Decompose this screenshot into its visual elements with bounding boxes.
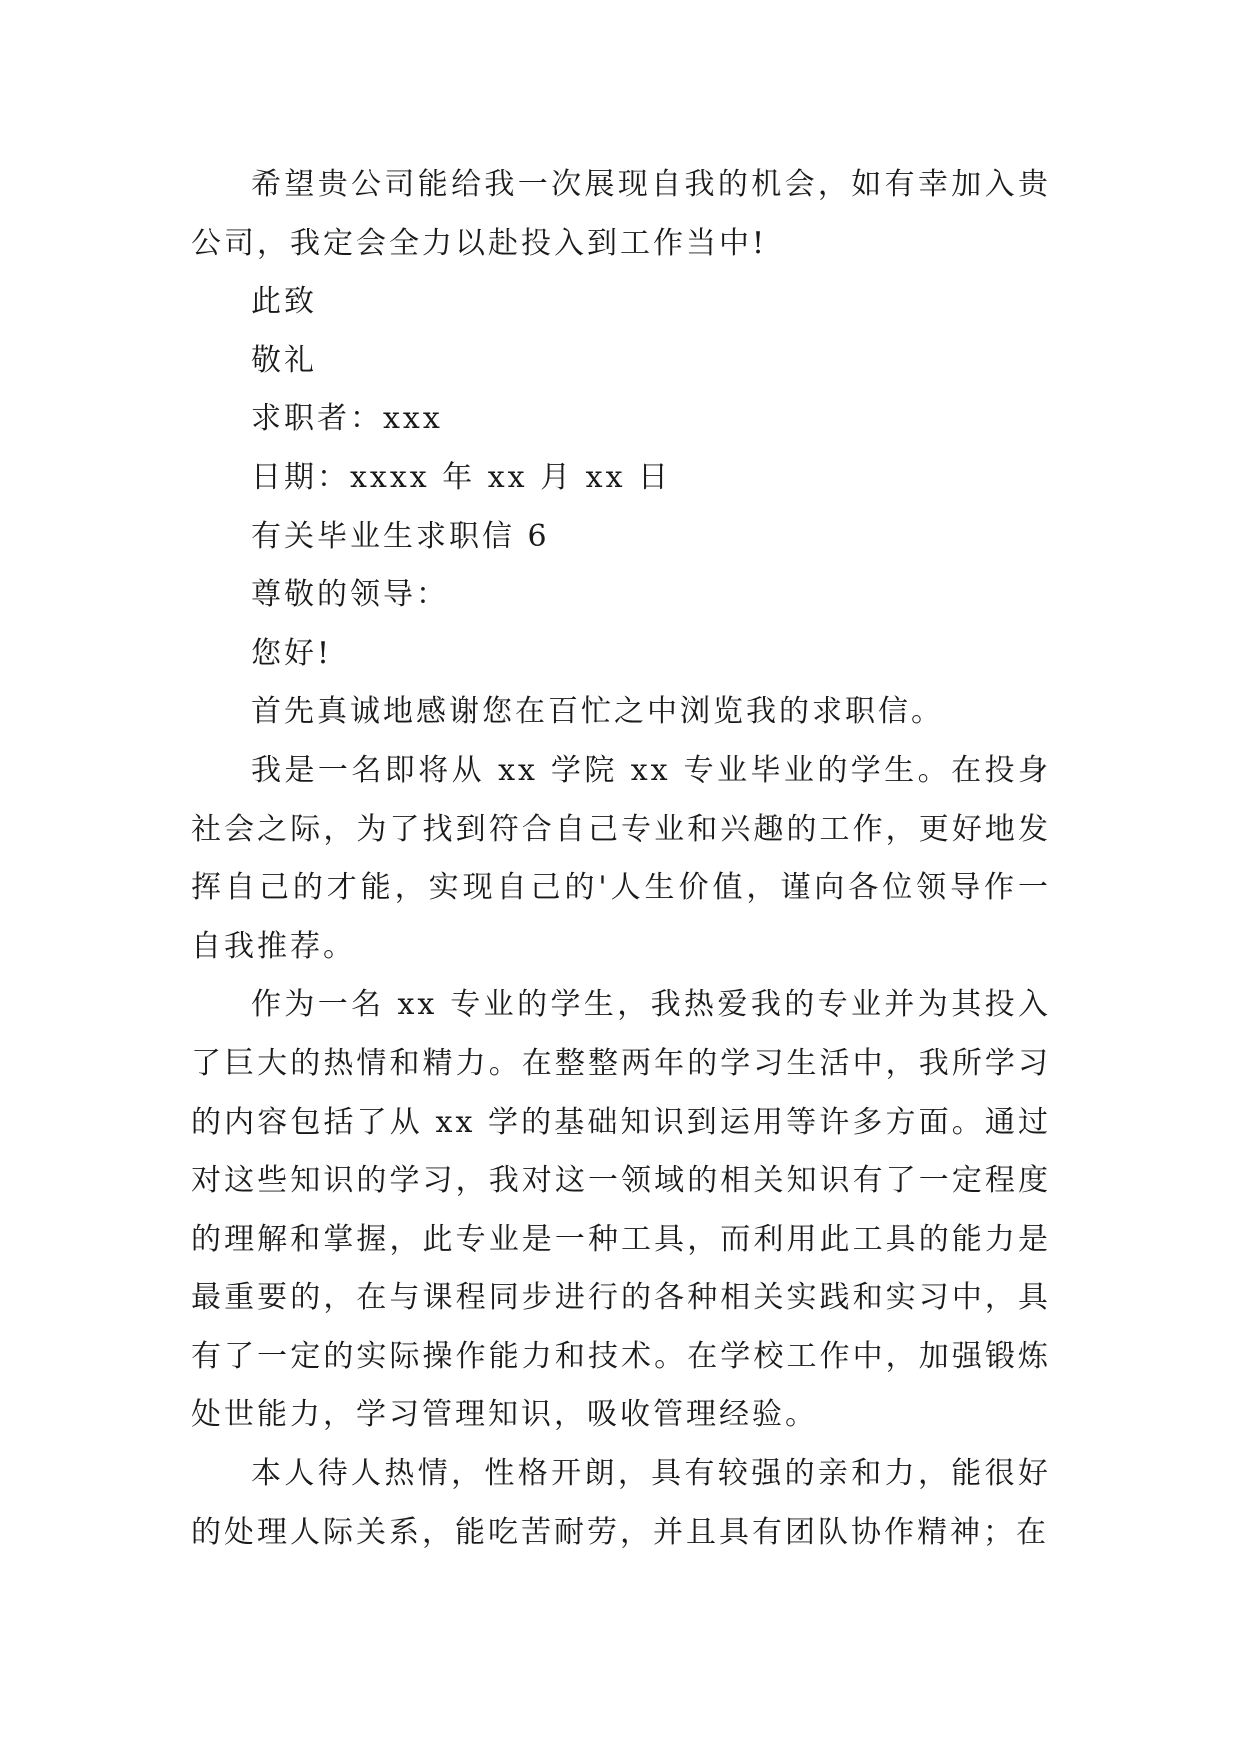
paragraph-major: 作为一名 xx 专业的学生，我热爱我的专业并为其投入了巨大的热情和精力。在整整两年的学习生活中，我所学习的内容包括了从 xx 学的基础知识到运用等许多方面。通过对这些知识的学习，我对这一领域的相关知识有了一定程度的理解和掌握，此专业是一种工具，而利用此工具的能力是最重要的，在与课程同步进行的各种相关实践和实习中，具有了一定的实际操作能力和技术。在学校工作中，加强锻炼处世能力，学习管理知识，吸收管理经验。	[191, 987, 1051, 1433]
paragraph-salutation-jingli: 敬礼	[251, 342, 317, 378]
paragraph-personality: 本人待人热情，性格开朗，具有较强的亲和力，能很好的处理人际关系，能吃苦耐劳，并且具有团队协作精神；在	[191, 1456, 1051, 1550]
paragraph-salutation-cizhi: 此致	[251, 284, 317, 320]
section-heading: 有关毕业生求职信 6	[251, 518, 550, 554]
paragraph-thanks: 首先真诚地感谢您在百忙之中浏览我的求职信。	[251, 694, 944, 730]
paragraph-applicant: 求职者：xxx	[251, 401, 443, 437]
paragraph-closing-hope: 希望贵公司能给我一次展现自我的机会，如有幸加入贵公司，我定会全力以赴投入到工作当中!	[191, 167, 1051, 261]
letter-body	[191, 156, 1051, 1562]
paragraph-greeting: 尊敬的领导：	[251, 577, 449, 613]
paragraph-hello: 您好!	[251, 635, 333, 671]
paragraph-intro: 我是一名即将从 xx 学院 xx 专业毕业的学生。在投身社会之际，为了找到符合自己专业和兴趣的工作，更好地发挥自己的才能，实现自己的'人生价值，谨向各位领导作一自我推荐。	[191, 752, 1051, 964]
paragraph-date: 日期：xxxx 年 xx 月 xx 日	[251, 459, 672, 495]
